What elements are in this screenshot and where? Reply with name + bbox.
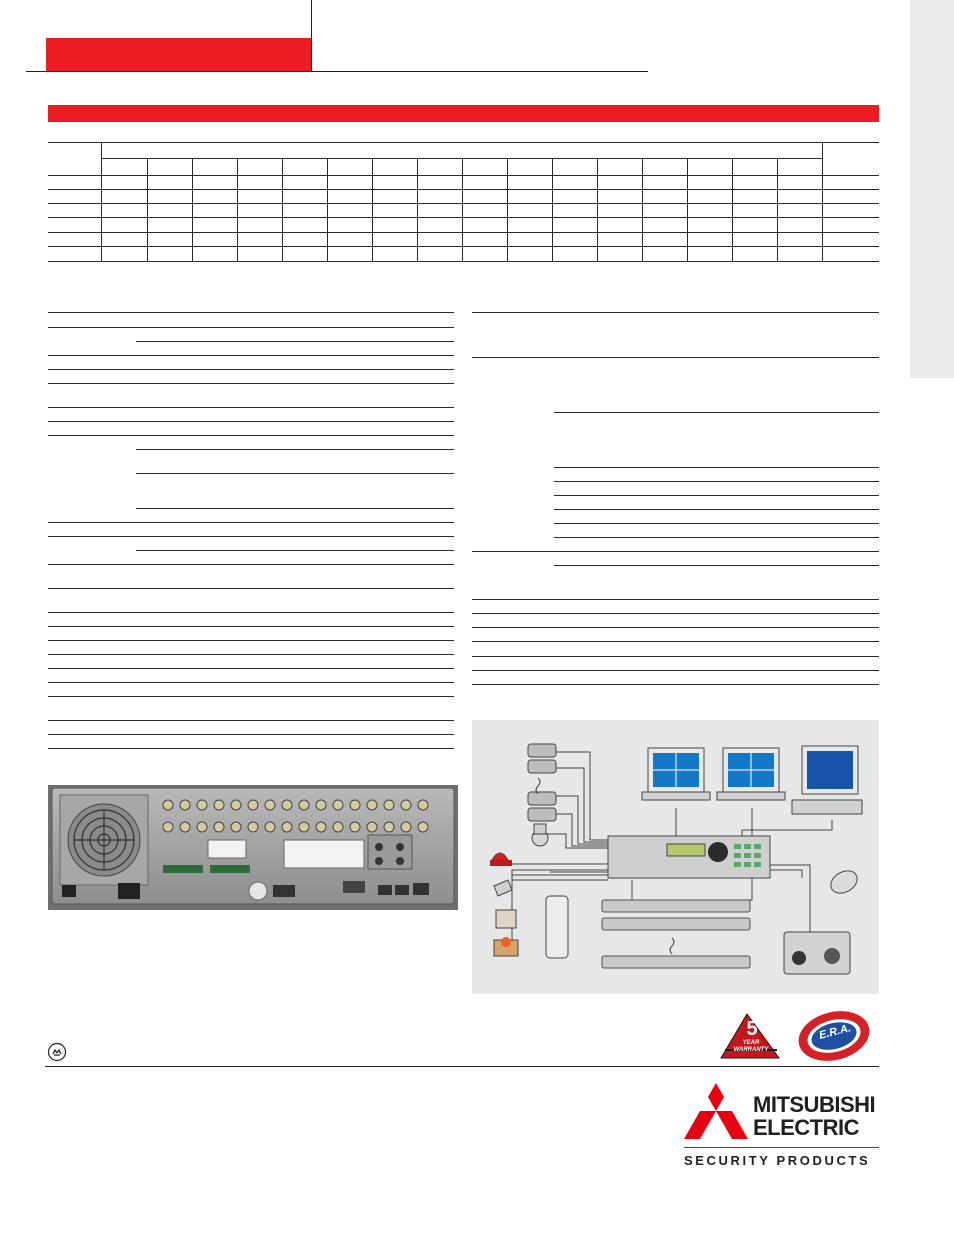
era-text: E.R.A.	[817, 1022, 853, 1042]
warranty-number: 5	[746, 1018, 758, 1040]
brand-divider	[684, 1147, 879, 1148]
rear-panel-photo	[48, 785, 458, 910]
footer-rule	[45, 1066, 879, 1067]
system-connection-diagram	[472, 720, 879, 994]
header-rule	[26, 71, 648, 72]
recycle-icon	[47, 1042, 67, 1062]
warranty-badge	[717, 1012, 783, 1060]
brand-name-line2: ELECTRIC	[753, 1115, 859, 1140]
spec-table	[48, 142, 879, 262]
era-badge	[794, 1006, 874, 1064]
three-diamonds-icon	[684, 1083, 748, 1141]
section-title-bar	[48, 105, 879, 122]
brand-division: SECURITY PRODUCTS	[684, 1153, 871, 1168]
warranty-text: YEAR WARRANTY	[733, 1040, 769, 1053]
header-red-tab	[46, 38, 312, 71]
brand-logo	[684, 1083, 879, 1171]
spec-list-right	[472, 310, 879, 690]
spec-list-left	[48, 310, 454, 750]
brand-name-line1: MITSUBISHI	[753, 1092, 876, 1117]
side-tab	[910, 0, 954, 378]
header-divider	[311, 0, 312, 72]
